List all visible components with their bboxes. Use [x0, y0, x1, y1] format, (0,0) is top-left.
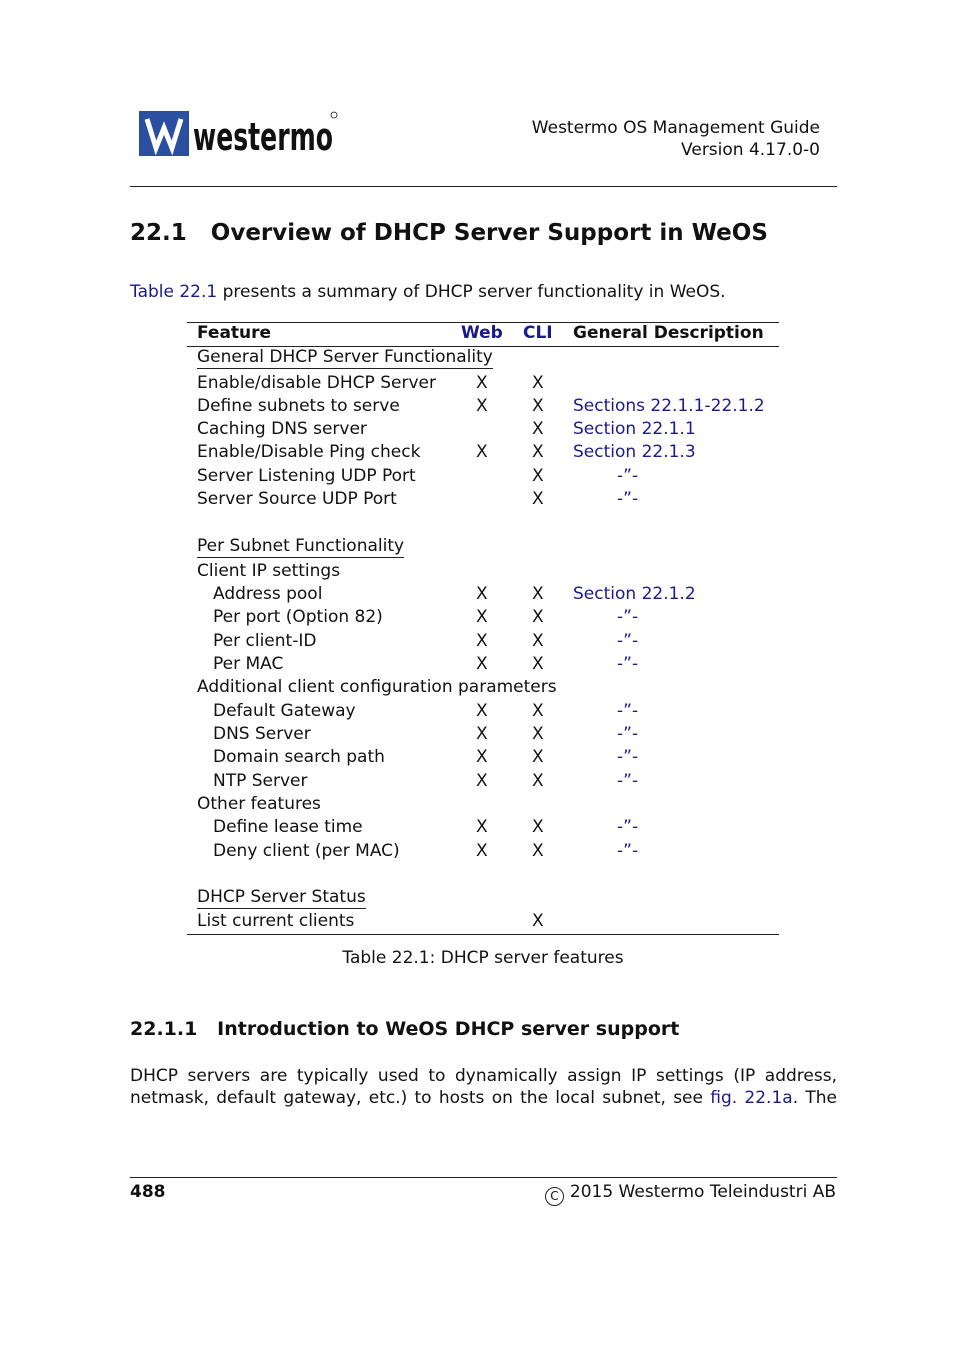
table-subgroup: Client IP settings	[197, 561, 341, 581]
table-row-feature: Per MAC	[213, 654, 284, 674]
table-row-feature: Define subnets to serve	[197, 396, 400, 416]
cli-mark: X	[532, 911, 544, 931]
section-link[interactable]: Sections 22.1.1-22.1.2	[573, 396, 765, 416]
ditto-link[interactable]: -”-	[617, 654, 639, 674]
header-rule	[130, 186, 837, 187]
table-row-feature: Domain search path	[213, 747, 385, 767]
web-mark: X	[476, 631, 488, 651]
table-row-feature: Default Gateway	[213, 701, 356, 721]
web-mark: X	[476, 817, 488, 837]
footer-rule	[130, 1177, 837, 1178]
body-line	[130, 1088, 837, 1108]
cli-mark: X	[532, 817, 544, 837]
table-row-feature: Server Source UDP Port	[197, 489, 397, 509]
cli-mark: X	[532, 771, 544, 791]
cli-mark: X	[532, 419, 544, 439]
westermo-logo-mark	[139, 110, 339, 158]
ditto-link[interactable]: -”-	[617, 724, 639, 744]
section-link[interactable]: Section 22.1.2	[573, 584, 696, 604]
ditto-link[interactable]: -”-	[617, 771, 639, 791]
web-mark: X	[476, 841, 488, 861]
table-row-feature: Server Listening UDP Port	[197, 466, 416, 486]
header-cli: CLI	[523, 323, 553, 343]
table-row-feature: Enable/Disable Ping check	[197, 442, 421, 462]
header-feature: Feature	[197, 323, 272, 343]
westermo-logo	[139, 110, 339, 158]
figure-reference-link[interactable]: fig. 22.1a	[710, 1088, 793, 1108]
table-subgroup: Additional client configuration parameters	[197, 677, 557, 697]
table-row-feature: Define lease time	[213, 817, 363, 837]
table-row-feature: Per port (Option 82)	[213, 607, 383, 627]
intro-text: presents a summary of DHCP server functionality in WeOS.	[217, 282, 726, 302]
web-mark: X	[476, 373, 488, 393]
web-mark: X	[476, 701, 488, 721]
group-status: DHCP Server Status	[197, 887, 366, 907]
ditto-link[interactable]: -”-	[617, 466, 639, 486]
page-number: 488	[130, 1182, 166, 1202]
web-mark: X	[476, 724, 488, 744]
ditto-link[interactable]: -”-	[617, 607, 639, 627]
table-row-feature: Caching DNS server	[197, 419, 367, 439]
ditto-link[interactable]: -”-	[617, 841, 639, 861]
group-general: General DHCP Server Functionality	[197, 347, 493, 367]
table-row-feature: Address pool	[213, 584, 323, 604]
section-link[interactable]: Section 22.1.3	[573, 442, 696, 462]
cli-mark: X	[532, 584, 544, 604]
cli-mark: X	[532, 396, 544, 416]
cli-mark: X	[532, 841, 544, 861]
table-row-feature: Deny client (per MAC)	[213, 841, 400, 861]
ditto-link[interactable]: -”-	[617, 489, 639, 509]
body-line: DHCP servers are typically used to dynamically assign IP settings (IP address,	[130, 1066, 837, 1086]
guide-version: Version 4.17.0-0	[681, 140, 820, 160]
ditto-link[interactable]: -”-	[617, 631, 639, 651]
table-bottom-rule	[187, 934, 779, 935]
group-per-subnet: Per Subnet Functionality	[197, 536, 405, 556]
table-reference-link[interactable]: Table 22.1	[130, 282, 218, 302]
guide-title: Westermo OS Management Guide	[531, 118, 820, 138]
header-web: Web	[461, 323, 503, 343]
table-caption: Table 22.1: DHCP server features	[342, 948, 624, 968]
intro-paragraph	[130, 282, 726, 302]
cli-mark: X	[532, 489, 544, 509]
web-mark: X	[476, 607, 488, 627]
copyright-text: 2015 Westermo Teleindustri AB	[569, 1182, 836, 1202]
web-mark: X	[476, 771, 488, 791]
table-row-feature: List current clients	[197, 911, 355, 931]
cli-mark: X	[532, 724, 544, 744]
table-row-feature: Enable/disable DHCP Server	[197, 373, 436, 393]
web-mark: X	[476, 396, 488, 416]
header-description: General Description	[573, 323, 764, 343]
table-row-feature: DNS Server	[213, 724, 311, 744]
web-mark: X	[476, 442, 488, 462]
cli-mark: X	[532, 701, 544, 721]
table-subgroup: Other features	[197, 794, 321, 814]
table-row-feature: NTP Server	[213, 771, 308, 791]
copyright-notice	[545, 1182, 836, 1206]
body-text: . The	[792, 1088, 837, 1108]
cli-mark: X	[532, 747, 544, 767]
web-mark: X	[476, 584, 488, 604]
body-text: netmask, default gateway, etc.) to hosts on the local subnet, see	[130, 1088, 711, 1108]
subsection-title: 22.1.1 Introduction to WeOS DHCP server support	[130, 1018, 680, 1040]
ditto-link[interactable]: -”-	[617, 747, 639, 767]
web-mark: X	[476, 654, 488, 674]
cli-mark: X	[532, 466, 544, 486]
cli-mark: X	[532, 373, 544, 393]
ditto-link[interactable]: -”-	[617, 817, 639, 837]
table-row-feature: Per client-ID	[213, 631, 317, 651]
cli-mark: X	[532, 631, 544, 651]
cli-mark: X	[532, 442, 544, 462]
copyright-icon: C	[545, 1187, 564, 1206]
ditto-link[interactable]: -”-	[617, 701, 639, 721]
section-title: 22.1 Overview of DHCP Server Support in WeOS	[130, 220, 768, 246]
cli-mark: X	[532, 607, 544, 627]
web-mark: X	[476, 747, 488, 767]
svg-text:westermo: westermo	[193, 115, 333, 159]
section-link[interactable]: Section 22.1.1	[573, 419, 696, 439]
cli-mark: X	[532, 654, 544, 674]
